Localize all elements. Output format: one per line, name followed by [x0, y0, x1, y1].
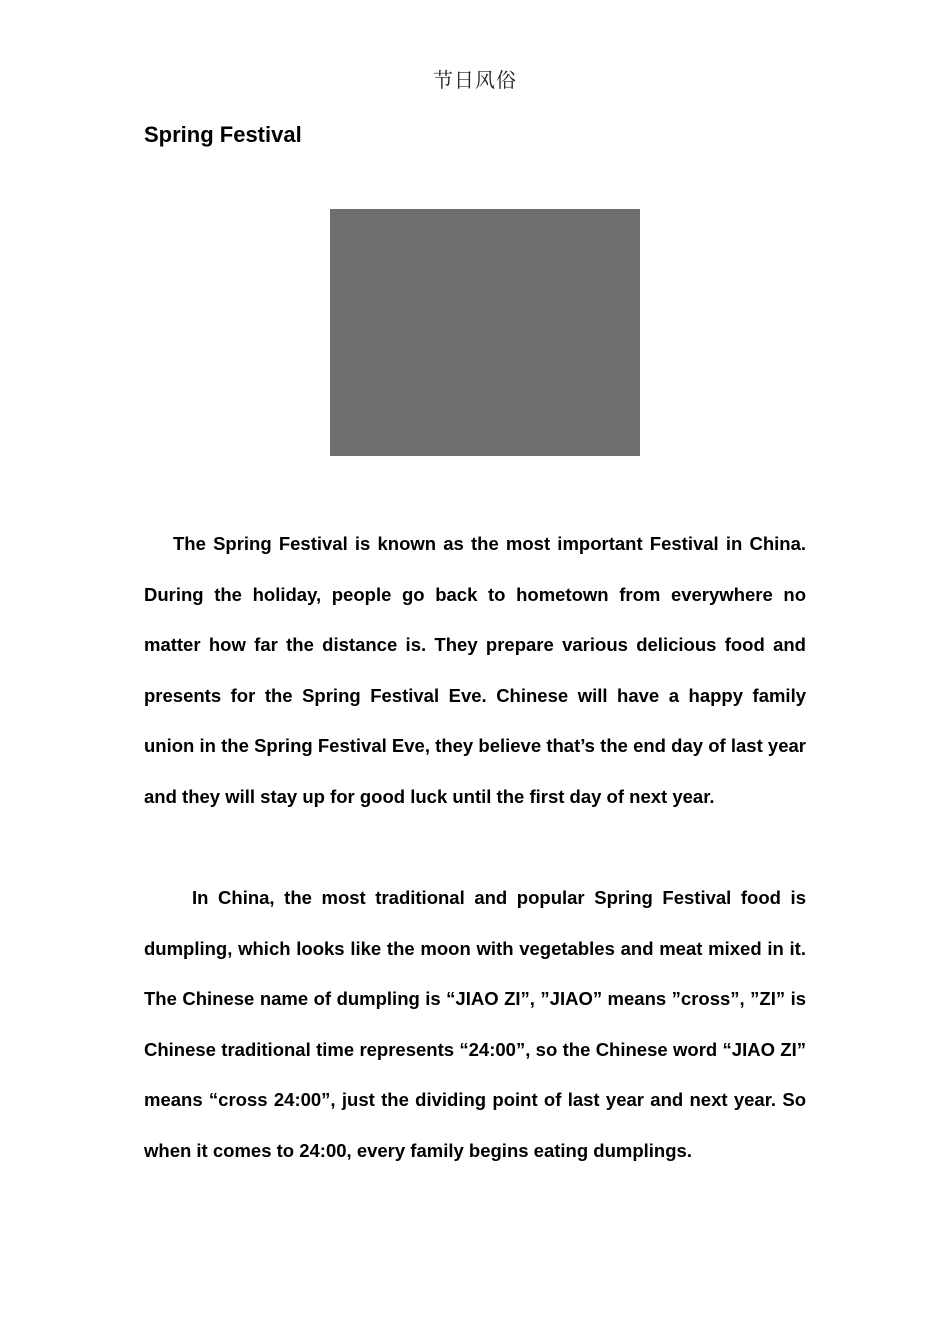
section-heading: Spring Festival [144, 122, 302, 147]
body-paragraph-2: In China, the most traditional and popular Spring Festival food is dumpling, which looks like the moon with vegetables and meat mixed in it. The Chinese name of dumpling is “JIAO ZI”, ”JIAO” means ”cross”, ”ZI” is Chinese traditional time represents “24:00”, so the Chinese word “JIAO ZI” means “cross 24:00”, just the dividing point of last year and next year. So when it comes to 24:00, every family begins eating dumplings. [144, 887, 806, 1161]
page-header: 节日风俗 [433, 68, 517, 92]
body-paragraph-1: The Spring Festival is known as the most important Festival in China. During the holiday, people go back to hometown from everywhere no matter how far the distance is. They prepare various delicious food and presents for the Spring Festival Eve. Chinese will have a happy family union in the Spring Festival Eve, they believe that’s the end day of last year and they will stay up for good luck until the first day of next year. [144, 533, 806, 807]
festival-image [330, 209, 640, 456]
